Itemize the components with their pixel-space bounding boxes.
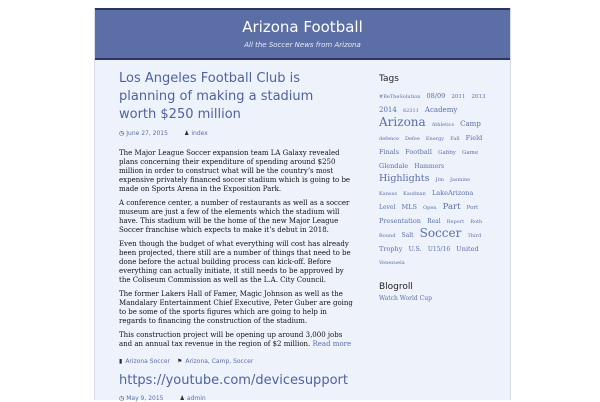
tag-link[interactable]: Highlights (379, 173, 430, 184)
paragraph-last (119, 331, 354, 349)
tag-link[interactable]: Open (423, 205, 437, 211)
tag-link[interactable]: Report (446, 219, 465, 225)
post-footer-meta (119, 358, 354, 365)
tag-link[interactable]: Fall (450, 136, 460, 142)
tag-link[interactable]: 2014 (379, 106, 397, 114)
post-tags[interactable]: Arizona, Camp, Soccer (185, 358, 254, 365)
tags-widget (379, 74, 494, 268)
tag-icon: ⚑ (177, 358, 183, 365)
post-date[interactable]: June 27, 2015 (126, 130, 168, 137)
tag-link[interactable]: Hammers (414, 163, 445, 170)
tag-link[interactable]: defence (379, 136, 399, 142)
tag-link[interactable]: Field (465, 134, 483, 142)
tag-link[interactable]: Port (466, 205, 479, 211)
post-title-2[interactable]: https://youtube.com/devicesupport (119, 373, 348, 388)
tag-link[interactable]: U.S. (408, 245, 422, 253)
read-more-link[interactable]: Read more (312, 340, 352, 348)
user-icon: ♟ (179, 395, 185, 402)
tag-link[interactable]: Arizona (379, 115, 426, 129)
clock-icon: ◷ (119, 395, 125, 402)
post-article-2 (119, 373, 354, 402)
tag-link[interactable]: Finals (379, 148, 400, 156)
tag-link[interactable]: Glendale (379, 162, 409, 170)
tag-link[interactable]: Athletics (431, 122, 455, 128)
blogroll-widget (379, 282, 494, 302)
tag-link[interactable]: U15/16 (427, 246, 451, 253)
tag-link[interactable]: 08/09 (426, 92, 446, 100)
tag-link[interactable]: #BeTheSolution (379, 94, 421, 100)
site-header (95, 8, 510, 60)
paragraph: The Major League Soccer expansion team LA Galaxy revealed plans concerning their expenditure of spending around $250 million in order to construct what will be the country’s most expensive privately financed soccer stadium which is going to be made on Sports Arena in the Exposition Park. (119, 149, 351, 193)
bookmark-icon: ▮ (119, 358, 123, 365)
tag-cloud (379, 88, 494, 268)
tag-link[interactable]: Venezuela (379, 260, 405, 266)
sidebar (379, 74, 494, 302)
tag-link[interactable]: United (456, 245, 479, 253)
paragraph: A conference center, a number of restaurants as well as a soccer museum are just a few of the elements which the stadium will have. This stadium will be the home of the new Major League Soccer franchise which expects to make it’s debut in 2018. (119, 199, 350, 234)
tag-link[interactable]: Jasmine (450, 177, 471, 183)
post-meta-2 (119, 395, 354, 402)
tag-link[interactable]: 2013 (471, 94, 486, 100)
paragraph: Even though the budget of what everything will cost has already been projected, there still are a number of things that need to be done before the actual building process can kick-off. Before everything can actually initiate, it still needs to be approved by the Coliseum Commission as well as the L.A. City Council. (119, 240, 351, 284)
tag-link[interactable]: Game (461, 150, 479, 156)
paragraph: The former Lakers Hall of Famer, Magic Johnson as well as the Mandalary Entertainment Chief Executive, Peter Guber are going to be some of the sports figures which are going to help in regards to financing the construction of the stadium. (119, 290, 353, 325)
tag-link[interactable]: Kansas (379, 191, 398, 197)
tag-link[interactable]: Salt (401, 232, 414, 239)
site-title[interactable]: Arizona Football (242, 18, 363, 36)
tag-link[interactable]: Round (379, 233, 396, 239)
tag-link[interactable]: Part (442, 202, 461, 212)
blogroll-link[interactable]: Watch World Cup (379, 295, 432, 302)
main-content (119, 70, 354, 402)
tag-link[interactable]: Presentation (379, 217, 421, 225)
post-author-2[interactable]: admin (186, 395, 206, 402)
post-author[interactable]: index (191, 130, 208, 137)
tag-link[interactable]: 82311 (402, 108, 419, 114)
tag-link[interactable]: Energy (425, 136, 445, 142)
tag-link[interactable]: Camp (460, 120, 481, 128)
post-title[interactable]: Los Angeles Football Club is planning of making a stadium worth $250 million (119, 71, 314, 122)
tag-link[interactable]: Real (427, 218, 441, 225)
tag-link[interactable]: MLS (401, 203, 417, 211)
post-meta (119, 130, 354, 137)
tag-link[interactable]: Academy (424, 106, 458, 114)
tag-link[interactable]: Roth (470, 219, 483, 225)
tag-link[interactable]: Trophy (379, 245, 403, 253)
tag-link[interactable]: 2011 (451, 94, 466, 100)
clock-icon: ◷ (119, 130, 125, 137)
post-category[interactable]: Arizona Soccer (125, 358, 170, 365)
tag-link[interactable]: Football (405, 148, 432, 156)
post-date-2[interactable]: May 9, 2015 (126, 395, 164, 402)
tag-link[interactable]: Jim (435, 177, 444, 183)
tag-link[interactable]: Level (379, 204, 396, 211)
tags-widget-title: Tags (379, 74, 399, 84)
tag-link[interactable]: Third (467, 233, 482, 239)
post-content (119, 149, 354, 349)
post-article (119, 70, 354, 365)
paragraph-text: This construction project will be opening up around 3,000 jobs and an annual tax revenue in the region of $2 million. (119, 331, 343, 348)
tag-link[interactable]: LakeArizona (431, 189, 474, 197)
user-icon: ♟ (183, 130, 190, 137)
page-wrapper (94, 8, 511, 400)
blogroll-widget-title: Blogroll (379, 282, 413, 292)
tag-link[interactable]: Kaufman (403, 191, 426, 197)
tag-link[interactable]: Gabby (438, 150, 456, 156)
tag-link[interactable]: Defee (405, 136, 420, 142)
tag-link[interactable]: Soccer (419, 226, 462, 240)
site-description: All the Soccer News from Arizona (244, 41, 361, 49)
